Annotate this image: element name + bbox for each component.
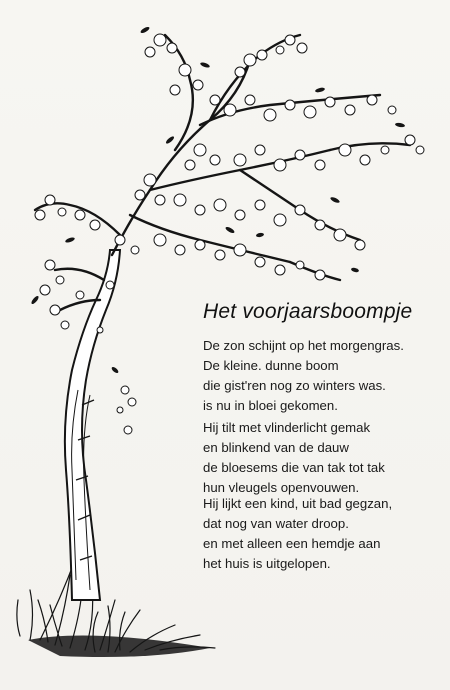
poem-line: is nu in bloei gekomen. bbox=[203, 398, 338, 413]
poem-line: die gist'ren nog zo winters was. bbox=[203, 378, 386, 393]
poem-stanza-2 bbox=[203, 418, 385, 498]
poem-line: het huis is uitgelopen. bbox=[203, 556, 331, 571]
poem-line: en met alleen een hemdje aan bbox=[203, 536, 381, 551]
poem-line: hun vleugels openvouwen. bbox=[203, 480, 360, 495]
poem-line: dat nog van water droop. bbox=[203, 516, 349, 531]
poem-line: Hij lijkt een kind, uit bad gegzan, bbox=[203, 496, 393, 511]
poem-line: De kleine. dunne boom bbox=[203, 358, 339, 373]
poem-line: de bloesems die van tak tot tak bbox=[203, 460, 385, 475]
tree-trunk-icon bbox=[65, 250, 120, 600]
poem-stanza-3 bbox=[203, 494, 392, 574]
poem-line: Hij tilt met vlinderlicht gemak bbox=[203, 420, 371, 435]
poem-line: De zon schijnt op het morgengras. bbox=[203, 338, 404, 353]
poem-stanza-1 bbox=[203, 336, 404, 416]
poem-line: en blinkend van de dauw bbox=[203, 440, 349, 455]
poem-title: Het voorjaarsboompje bbox=[203, 300, 413, 323]
